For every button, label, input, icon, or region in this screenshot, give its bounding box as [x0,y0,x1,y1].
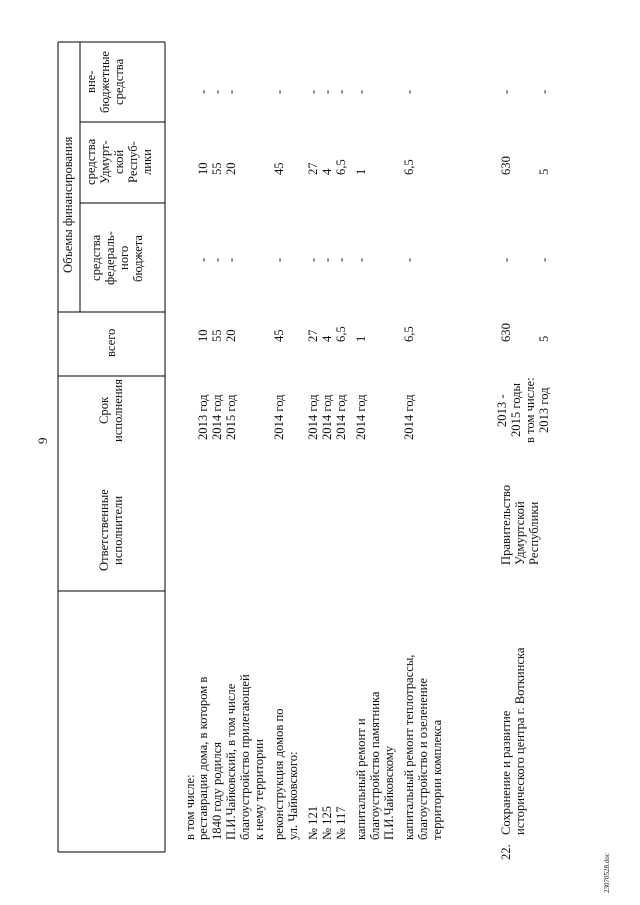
row-udmurt: 6,5 [402,159,416,175]
row-extra: - [224,89,238,94]
header-extra-line: вне- [84,70,98,93]
item-22-sub-extra: - [537,89,551,94]
header-term: Срок [97,396,111,424]
row-total: 45 [272,329,286,342]
row-federal: - [402,257,416,262]
row-text: в том числе: [183,774,197,840]
row-total: 4 [320,335,334,342]
item-22-text: исторического центра г. Воткинска [513,647,527,835]
row-udmurt: 55 [210,162,224,175]
row-federal: - [354,257,368,262]
footer-file-code: 23070528.doc [603,853,611,893]
header-federal-line: ного [117,245,131,270]
row-extra: - [272,89,286,94]
item-22-federal: - [499,257,513,262]
row-term: 2014 год [354,394,368,440]
row-text: капитальный ремонт и [354,718,368,840]
item-22-udmurt: 630 [499,156,513,175]
page-number: 9 [35,437,50,444]
row-text: П.И.Чайковскому [382,745,396,840]
header-udmurt-line: лики [140,149,154,175]
item-22-executor: Правительство [499,484,513,565]
header-volumes-financing: Объемы финансирования [61,136,75,273]
row-text: благоустройство прилегающей [238,674,252,840]
row-term: 2014 год [334,394,348,440]
item-22-executor: Республики [527,501,541,565]
header-federal-line: бюджета [131,234,145,282]
row-term: 2014 год [306,394,320,440]
row-text: № 121 [306,805,320,840]
header-udmurt-line: средства [84,138,98,185]
row-udmurt: 4 [320,168,334,175]
row-text: благоустройство памятника [368,691,382,840]
row-total: 10 [196,329,210,342]
row-federal: - [196,257,210,262]
header-udmurt-line: Удмурт- [98,140,112,184]
item-22-sub-udmurt: 5 [537,168,551,175]
row-total: 27 [306,329,320,342]
row-text: реставрация дома, в котором в [196,676,210,840]
item-22-sub-total: 5 [537,335,551,342]
row-text: благоустройство и озеленение [416,678,430,840]
row-total: 6,5 [334,326,348,342]
row-udmurt: 10 [196,162,210,175]
header-udmurt-line: Респуб- [126,141,140,183]
header-extra-line: бюджетные [98,50,112,113]
row-extra: - [354,89,368,94]
item-22-extra: - [499,89,513,94]
item-22-number: 22. [499,844,513,860]
item-22-executor: Удмуртской [513,501,527,565]
item-22-sub-federal: - [537,257,551,262]
header-executors: исполнители [111,495,125,565]
row-total: 6,5 [402,326,416,342]
row-udmurt: 27 [306,162,320,175]
row-text: ул. Чайковского: [286,751,300,840]
row-udmurt: 45 [272,162,286,175]
row-extra: - [196,89,210,94]
row-term: 2014 год [272,394,286,440]
row-federal: - [272,257,286,262]
header-total: всего [104,328,118,357]
row-term: 2014 год [402,394,416,440]
row-text: № 117 [334,806,348,840]
item-22-text: Сохранение и развитие [499,710,513,835]
row-text: капитальный ремонт теплотрассы, [402,654,416,840]
item-22-term: 2013 - [495,393,509,427]
row-total: 1 [354,335,368,342]
row-term: 2015 год [224,394,238,440]
row-extra: - [210,89,224,94]
row-term: 2013 год [196,394,210,440]
row-text: территории комплекса [430,719,444,840]
item-22-term: 2013 год [537,387,551,433]
row-text: 1840 году родился [210,741,224,840]
row-extra: - [402,89,416,94]
row-federal: - [306,257,320,262]
row-udmurt: 6,5 [334,159,348,175]
row-federal: - [320,257,334,262]
row-extra: - [320,89,334,94]
header-executors: Ответственные [97,489,111,571]
row-term: 2014 год [210,394,224,440]
row-udmurt: 20 [224,162,238,175]
row-extra: - [334,89,348,94]
row-extra: - [306,89,320,94]
item-22-total: 630 [499,323,513,342]
header-federal-line: федераль- [103,231,117,285]
row-federal: - [334,257,348,262]
item-22-term: 2015 годы [509,383,523,437]
row-text: № 125 [320,805,334,840]
row-federal: - [224,257,238,262]
row-term: 2014 год [320,394,334,440]
row-total: 55 [210,329,224,342]
row-udmurt: 1 [354,168,368,175]
row-total: 20 [224,329,238,342]
header-udmurt-line: ской [112,149,126,174]
row-text: реконструкция домов по [272,708,286,840]
item-22-term: в том числе: [523,377,537,443]
header-federal-line: средства [89,234,103,281]
row-text: П.И.Чайковский, в том числе [224,683,238,840]
header-extra-line: средства [112,58,126,105]
row-text: к нему территории [252,739,266,840]
row-federal: - [210,257,224,262]
header-term: исполнения [111,378,125,442]
